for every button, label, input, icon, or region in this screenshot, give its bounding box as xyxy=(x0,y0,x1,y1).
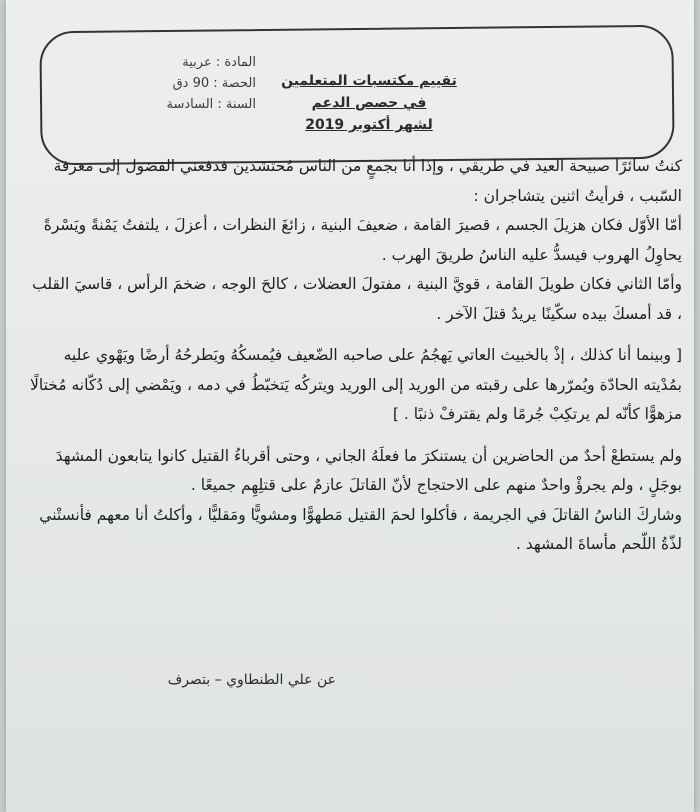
title-line-3: لشهر أكتوبر 2019 xyxy=(305,117,433,133)
year-line: السنة : السادسة xyxy=(166,97,256,112)
paragraph-attack: [ وبينما أنا كذلك ، إذْ بالخبيث العاتي يَهجُمُ على صاحبه الضّعيف فيُمسكُهُ ويَطرحُهُ أرضًا ويَهْوي عليه بمُدْيته الحادّة ويُمرّرها على رقبته من الوريد إلى الوريد ويتركُه يَتخبّطُ في دمه ، ويَمْضي إلى دُكّانه مُختالًا مزهوًّا كأنّه لم يرتكِبْ جُرمًا ولم يقترفْ ذنبًا . ] xyxy=(30,346,682,423)
reading-passage xyxy=(30,152,682,560)
exam-title xyxy=(264,70,474,136)
exam-info xyxy=(146,52,256,115)
source-attribution: عن علي الطنطاوي – بتصرف xyxy=(167,672,336,688)
paragraph-intro: كنتُ سائرًا صبيحة العيد في طريقي ، وإذا أنا بجمعٍ من الناس مُحتشدين فدفعني الفضول إلى معرفة السّبب ، فرأيتُ اثنين يتشاجران : xyxy=(53,157,682,205)
paragraph-first-man: أمّا الأوّل فكان هزيلَ الجسم ، قصيرَ القامة ، ضعيفَ البنية ، زائغَ النظرات ، أعزلَ ، يلتفتُ يَمْنةً ويَسْرةً يحاوِلُ الهروب فيسدُّ عليه الناسُ طريقَ الهرب . xyxy=(43,216,682,264)
paragraph-second-man: وأمّا الثاني فكان طويلَ القامة ، قويَّ البنية ، مفتولَ العضلات ، كالحَ الوجه ، ضخمَ الرأس ، قاسيَ القلب ، قد أمسكَ بيده سكّينًا يريدُ قتلَ الآخر . xyxy=(32,275,682,323)
title-line-1: تقييم مكتسبات المتعلمين xyxy=(281,73,457,89)
paragraph-witnesses: ولم يستطعْ أحدٌ من الحاضرين أن يستنكرَ ما فعلَهُ الجاني ، وحتى أقرباءُ القتيل كانوا يتابعون المشهدَ بوجَلٍ ، ولم يجرؤْ واحدٌ منهم على الاحتجاج لأنّ القاتلَ عازمٌ على قتلِهِم جميعًا . xyxy=(55,446,682,494)
exam-sheet xyxy=(6,0,694,812)
subject-line: المادة : عربية xyxy=(182,55,256,70)
title-line-2: في حصص الدعم xyxy=(311,95,427,111)
session-line: الحصة : 90 دق xyxy=(172,76,256,91)
paragraph-conclusion: وشاركَ الناسُ القاتلَ في الجريمة ، فأكلوا لحمَ القتيل مَطهوًّا ومشويًّا ومَقليًّا ، وأكلتُ أنا معهم فأنستْني لذّةُ اللّحم مأساةَ المشهد . xyxy=(39,505,682,553)
